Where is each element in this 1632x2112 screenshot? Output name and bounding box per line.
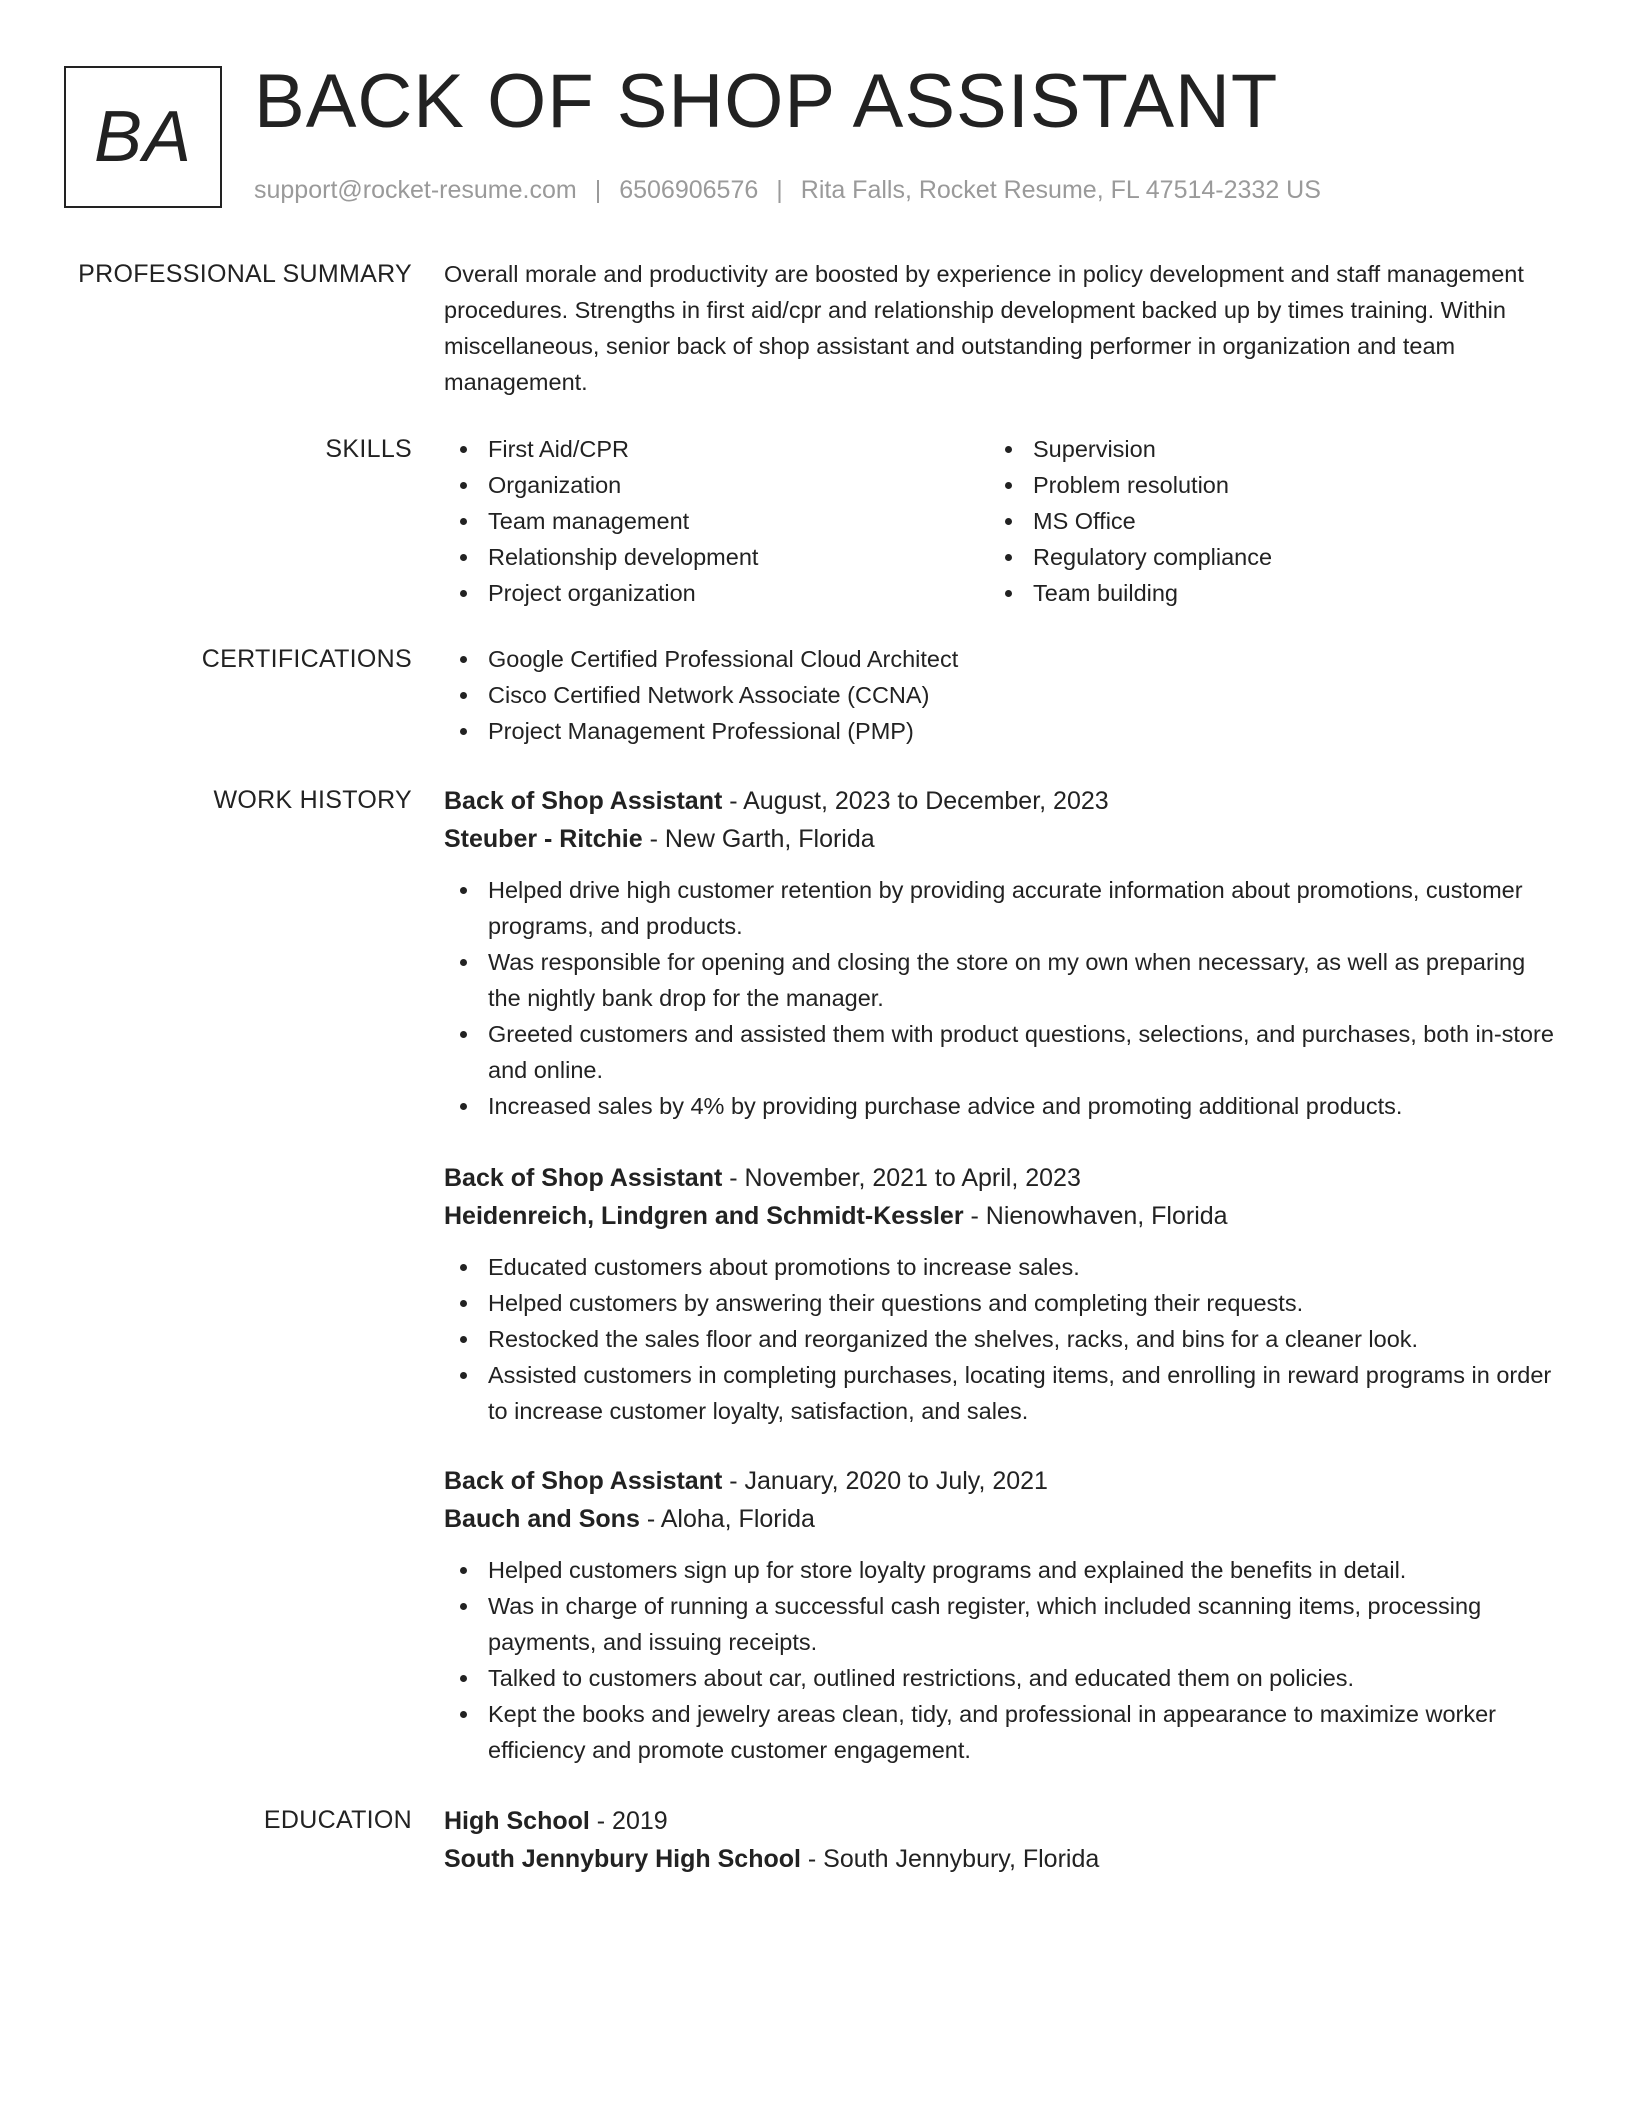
section-label-skills: SKILLS	[325, 435, 412, 463]
job-bullet: Was in charge of running a successful cash register, which included scanning items, processing payments, and issuing receipts.	[444, 1588, 1554, 1660]
job-company-line	[444, 1500, 1554, 1538]
job-company: Heidenreich, Lindgren and Schmidt-Kessler	[444, 1202, 964, 1230]
job-company: Bauch and Sons	[444, 1505, 640, 1533]
skills-list-right	[989, 431, 1534, 611]
job-bullet: Helped drive high customer retention by providing accurate information about promotions, customer programs, and products.	[444, 872, 1554, 944]
job-dates: - January, 2020 to July, 2021	[722, 1467, 1048, 1495]
contact-line	[254, 176, 1321, 205]
job-title-line	[444, 1462, 1554, 1500]
separator: |	[776, 176, 783, 204]
school-name: South Jennybury High School	[444, 1845, 801, 1873]
job-bullet: Educated customers about promotions to increase sales.	[444, 1249, 1554, 1285]
email: support@rocket-resume.com	[254, 176, 577, 204]
phone: 6506906576	[619, 176, 759, 204]
section-label-summary: PROFESSIONAL SUMMARY	[78, 260, 412, 288]
job-entry	[444, 1462, 1554, 1768]
initials-monogram	[64, 66, 222, 208]
job-bullet: Assisted customers in completing purchases, locating items, and enrolling in reward programs in order to increase customer loyalty, satisfaction, and sales.	[444, 1357, 1554, 1429]
skill-item: Organization	[444, 467, 989, 503]
job-company: Steuber - Ritchie	[444, 825, 643, 853]
job-location: - Aloha, Florida	[639, 1505, 815, 1533]
job-title-line	[444, 1159, 1554, 1197]
skill-item: Project organization	[444, 575, 989, 611]
certification-item: Project Management Professional (PMP)	[444, 713, 1554, 749]
job-bullet: Helped customers sign up for store loyalty programs and explained the benefits in detail.	[444, 1552, 1554, 1588]
section-label-work: WORK HISTORY	[213, 786, 412, 814]
job-location: - Nienowhaven, Florida	[963, 1202, 1228, 1230]
job-company-line	[444, 1197, 1554, 1235]
job-bullet: Was responsible for opening and closing the store on my own when necessary, as well as preparing the nightly bank drop for the manager.	[444, 944, 1554, 1016]
certification-item: Google Certified Professional Cloud Architect	[444, 641, 1554, 677]
job-bullets	[444, 1249, 1554, 1429]
skills-list-left	[444, 431, 989, 611]
job-title: Back of Shop Assistant	[444, 1467, 723, 1495]
summary-text: Overall morale and productivity are boosted by experience in policy development and staff management procedures. Strengths in first aid/cpr and relationship development backed up by times training. Within miscellaneous, senior back of shop assistant and outstanding performer in organization and team management.	[444, 261, 1524, 395]
school-location: - South Jennybury, Florida	[800, 1845, 1100, 1873]
certifications-list	[444, 641, 1554, 749]
job-title: Back of Shop Assistant	[444, 787, 723, 815]
school-line	[444, 1840, 1554, 1878]
skill-item: First Aid/CPR	[444, 431, 989, 467]
job-title: Back of Shop Assistant	[444, 1164, 723, 1192]
job-bullet: Restocked the sales floor and reorganized the shelves, racks, and bins for a cleaner look.	[444, 1321, 1554, 1357]
separator: |	[594, 176, 602, 204]
job-bullets	[444, 1552, 1554, 1768]
skill-item: Team management	[444, 503, 989, 539]
job-location: - New Garth, Florida	[642, 825, 875, 853]
skill-item: Supervision	[989, 431, 1534, 467]
resume-title: BACK OF SHOP ASSISTANT	[254, 59, 1279, 144]
degree: High School	[444, 1807, 590, 1835]
address: Rita Falls, Rocket Resume, FL 47514-2332 US	[800, 176, 1321, 204]
job-bullet: Greeted customers and assisted them with product questions, selections, and purchases, both in-store and online.	[444, 1016, 1554, 1088]
section-label-education: EDUCATION	[263, 1806, 412, 1834]
job-bullet: Talked to customers about car, outlined restrictions, and educated them on policies.	[444, 1660, 1554, 1696]
job-bullet: Helped customers by answering their questions and completing their requests.	[444, 1285, 1554, 1321]
certification-item: Cisco Certified Network Associate (CCNA)	[444, 677, 1554, 713]
degree-line	[444, 1802, 1554, 1840]
skills-grid	[444, 431, 1554, 611]
graduation-year: - 2019	[589, 1807, 668, 1835]
job-bullet: Kept the books and jewelry areas clean, tidy, and professional in appearance to maximize worker efficiency and promote customer engagement.	[444, 1696, 1554, 1768]
initials: BA	[93, 97, 193, 177]
job-dates: - November, 2021 to April, 2023	[722, 1164, 1081, 1192]
skill-item: Relationship development	[444, 539, 989, 575]
job-dates: - August, 2023 to December, 2023	[722, 787, 1109, 815]
skill-item: MS Office	[989, 503, 1534, 539]
job-company-line	[444, 820, 1554, 858]
job-entry	[444, 1159, 1554, 1429]
job-entry	[444, 782, 1554, 1124]
education-entry	[444, 1802, 1554, 1878]
skill-item: Regulatory compliance	[989, 539, 1534, 575]
skill-item: Problem resolution	[989, 467, 1534, 503]
job-bullet: Increased sales by 4% by providing purchase advice and promoting additional products.	[444, 1088, 1554, 1124]
section-label-certifications: CERTIFICATIONS	[201, 645, 412, 673]
job-bullets	[444, 872, 1554, 1124]
job-title-line	[444, 782, 1554, 820]
skill-item: Team building	[989, 575, 1534, 611]
